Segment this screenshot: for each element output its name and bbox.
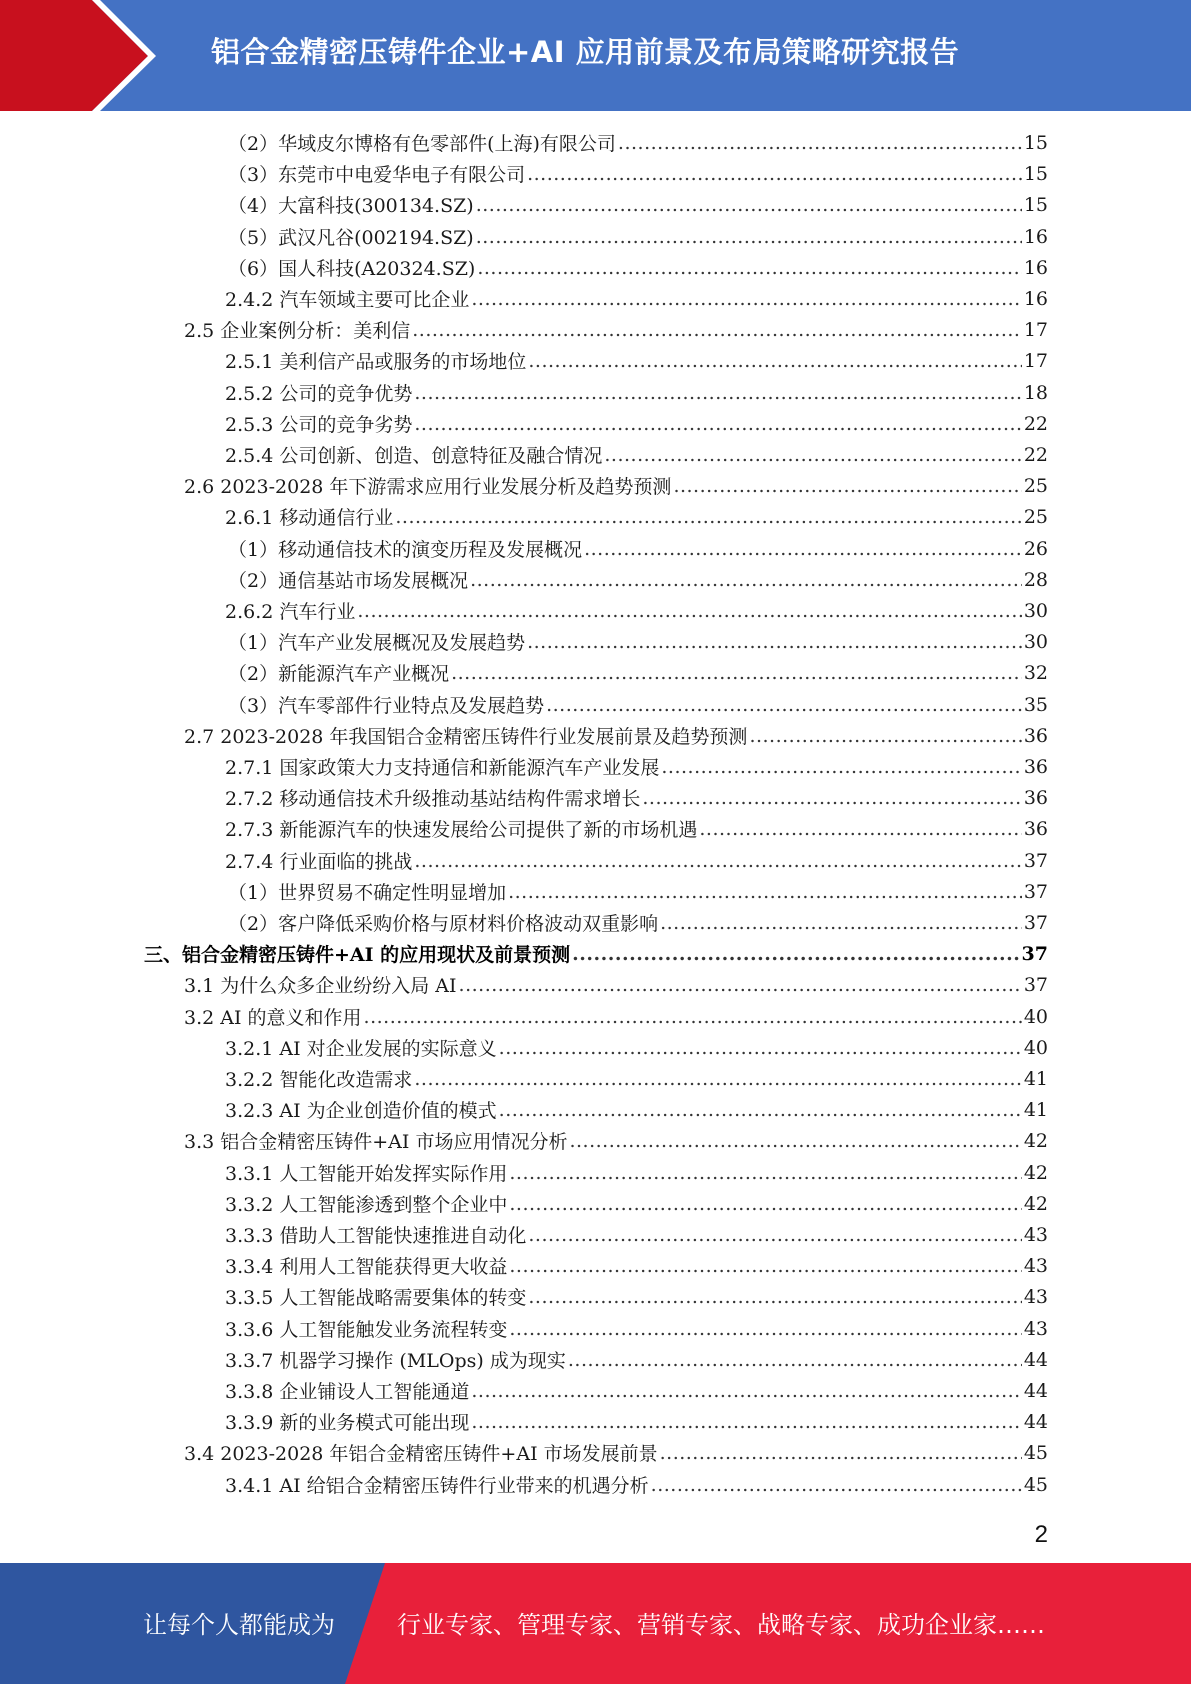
toc-entry[interactable] <box>184 1125 1048 1156</box>
toc-entry-title: （1）世界贸易不确定性明显增加 <box>228 882 507 904</box>
toc-dot-leader <box>471 288 1021 310</box>
toc-entry-title: 2.5.2 公司的竞争优势 <box>225 383 413 405</box>
toc-dot-leader <box>568 1349 1022 1371</box>
toc-entry[interactable] <box>228 221 1048 252</box>
toc-entry[interactable] <box>228 907 1048 938</box>
toc-entry-page: 36 <box>1023 817 1048 840</box>
toc-entry-title: 2.6 2023-2028 年下游需求应用行业发展分析及趋势预测 <box>184 476 672 498</box>
toc-entry[interactable] <box>225 1281 1048 1312</box>
toc-entry-title: （2）通信基站市场发展概况 <box>228 570 469 592</box>
toc-dot-leader <box>660 1442 1022 1464</box>
toc-entry-page: 43 <box>1023 1317 1048 1340</box>
toc-entry-title: 2.4.2 汽车领域主要可比企业 <box>225 289 470 311</box>
toc-entry-page: 42 <box>1023 1129 1048 1152</box>
toc-entry[interactable] <box>225 283 1048 314</box>
toc-dot-leader <box>584 538 1022 560</box>
toc-entry[interactable] <box>228 158 1048 189</box>
toc-entry-title: 3.3 铝合金精密压铸件+AI 市场应用情况分析 <box>184 1131 568 1153</box>
toc-entry[interactable] <box>184 1001 1048 1032</box>
toc-entry-title: 3.4 2023-2028 年铝合金精密压铸件+AI 市场发展前景 <box>184 1443 658 1465</box>
toc-entry[interactable] <box>225 1250 1048 1281</box>
toc-entry-page: 18 <box>1023 381 1048 404</box>
toc-entry[interactable] <box>225 1063 1048 1094</box>
toc-dot-leader <box>661 756 1021 778</box>
toc-dot-leader <box>673 475 1021 497</box>
toc-entry-title: 2.5.3 公司的竞争劣势 <box>225 414 413 436</box>
toc-entry[interactable] <box>225 1375 1048 1406</box>
toc-entry-title: 2.6.2 汽车行业 <box>225 601 356 623</box>
toc-entry-title: 3.3.4 利用人工智能获得更大收益 <box>225 1256 508 1278</box>
toc-entry-title: 3.3.5 人工智能战略需要集体的转变 <box>225 1287 527 1309</box>
toc-dot-leader <box>527 163 1022 185</box>
toc-entry-title: 2.6.1 移动通信行业 <box>225 507 394 529</box>
toc-entry[interactable] <box>225 1469 1048 1500</box>
toc-entry-page: 22 <box>1023 443 1048 466</box>
toc-dot-leader <box>412 319 1022 341</box>
toc-entry[interactable] <box>184 314 1048 345</box>
toc-dot-leader <box>546 694 1022 716</box>
toc-entry[interactable] <box>225 751 1048 782</box>
toc-entry-title: 3.2.3 AI 为企业创造价值的模式 <box>225 1100 497 1122</box>
toc-dot-leader <box>651 1474 1022 1496</box>
toc-entry-title: 3.2 AI 的意义和作用 <box>184 1007 362 1029</box>
toc-entry-title: （2）客户降低采购价格与原材料价格波动双重影响 <box>228 913 659 935</box>
toc-entry-title: 3.3.1 人工智能开始发挥实际作用 <box>225 1163 508 1185</box>
toc-dot-leader <box>509 1162 1021 1184</box>
toc-entry-page: 32 <box>1023 661 1048 684</box>
footer-slogan-right: 行业专家、管理专家、营销专家、战略专家、成功企业家…… <box>397 1611 1045 1639</box>
toc-entry-page: 40 <box>1023 1036 1048 1059</box>
toc-dot-leader <box>528 350 1021 372</box>
toc-entry[interactable] <box>225 408 1048 439</box>
toc-entry[interactable] <box>225 1406 1048 1437</box>
toc-entry-title: 3.3.3 借助人工智能快速推进自动化 <box>225 1225 527 1247</box>
toc-dot-leader <box>499 1099 1022 1121</box>
toc-entry-title: （6）国人科技(A20324.SZ) <box>228 258 476 280</box>
toc-entry[interactable] <box>228 127 1048 158</box>
toc-entry-title: 2.7.3 新能源汽车的快速发展给公司提供了新的市场机遇 <box>225 819 698 841</box>
toc-entry[interactable] <box>225 501 1048 532</box>
toc-dot-leader <box>509 1193 1021 1215</box>
toc-entry-page: 42 <box>1023 1192 1048 1215</box>
toc-dot-leader <box>569 1130 1021 1152</box>
toc-entry[interactable] <box>184 470 1048 501</box>
toc-entry-page: 37 <box>1023 911 1048 934</box>
toc-entry[interactable] <box>184 969 1048 1000</box>
toc-entry-title: （2）新能源汽车产业概况 <box>228 663 450 685</box>
toc-dot-leader <box>509 1318 1021 1340</box>
toc-dot-leader <box>642 787 1021 809</box>
toc-entry-title: 3.3.8 企业铺设人工智能通道 <box>225 1381 470 1403</box>
toc-entry-page: 44 <box>1023 1410 1048 1433</box>
toc-dot-leader <box>414 382 1021 404</box>
toc-entry-page: 40 <box>1023 1005 1048 1028</box>
toc-entry[interactable] <box>225 1344 1048 1375</box>
toc-entry-title: （3）东莞市中电爱华电子有限公司 <box>228 164 526 186</box>
toc-entry-title: 2.7.1 国家政策大力支持通信和新能源汽车产业发展 <box>225 757 660 779</box>
toc-dot-leader <box>508 881 1022 903</box>
toc-entry-title: （2）华域皮尔博格有色零部件(上海)有限公司 <box>228 133 616 155</box>
toc-entry-title: 3.2.2 智能化改造需求 <box>225 1069 413 1091</box>
toc-entry-title: 2.5.1 美利信产品或服务的市场地位 <box>225 351 527 373</box>
toc-entry[interactable] <box>225 1188 1048 1219</box>
toc-entry-page: 22 <box>1023 412 1048 435</box>
toc-entry[interactable] <box>184 720 1048 751</box>
toc-dot-leader <box>476 226 1022 248</box>
toc-entry-title: 2.7.4 行业面临的挑战 <box>225 851 413 873</box>
toc-dot-leader <box>528 1224 1021 1246</box>
toc-entry-page: 30 <box>1023 599 1048 622</box>
toc-entry-title: 2.7.2 移动通信技术升级推动基站结构件需求增长 <box>225 788 641 810</box>
toc-entry-title: （4）大富科技(300134.SZ) <box>228 195 474 217</box>
toc-entry-page: 43 <box>1023 1285 1048 1308</box>
toc-dot-leader <box>604 444 1021 466</box>
toc-entry-page: 35 <box>1023 693 1048 716</box>
toc-entry-title: 3.3.2 人工智能渗透到整个企业中 <box>225 1194 508 1216</box>
toc-entry-page: 44 <box>1023 1379 1048 1402</box>
toc-entry-title: （1）汽车产业发展概况及发展趋势 <box>228 632 526 654</box>
toc-entry-title: （5）武汉凡谷(002194.SZ) <box>228 227 474 249</box>
toc-entry-title: （3）汽车零部件行业特点及发展趋势 <box>228 695 545 717</box>
toc-entry-title: 3.4.1 AI 给铝合金精密压铸件行业带来的机遇分析 <box>225 1475 649 1497</box>
toc-entry[interactable] <box>225 439 1048 470</box>
toc-entry[interactable] <box>225 377 1048 408</box>
toc-dot-leader <box>395 506 1021 528</box>
footer-slogan-left: 让每个人都能成为 <box>143 1611 335 1639</box>
toc-dot-leader <box>699 818 1021 840</box>
toc-entry[interactable] <box>225 1313 1048 1344</box>
toc-entry[interactable] <box>225 782 1048 813</box>
toc-entry-page: 42 <box>1023 1161 1048 1184</box>
toc-dot-leader <box>364 1006 1022 1028</box>
toc-entry[interactable] <box>228 533 1048 564</box>
toc-entry[interactable] <box>228 626 1048 657</box>
toc-entry-title: 3.2.1 AI 对企业发展的实际意义 <box>225 1038 497 1060</box>
toc-entry-page: 44 <box>1023 1348 1048 1371</box>
toc-entry[interactable] <box>225 1032 1048 1063</box>
toc-entry-page: 16 <box>1023 225 1048 248</box>
toc-entry-page: 15 <box>1023 131 1048 154</box>
toc-dot-leader <box>618 132 1022 154</box>
toc-entry-page: 25 <box>1023 474 1048 497</box>
toc-dot-leader <box>749 725 1021 747</box>
toc-dot-leader <box>499 1037 1022 1059</box>
toc-dot-leader <box>451 662 1022 684</box>
toc-entry[interactable] <box>228 252 1048 283</box>
toc-dot-leader <box>470 569 1022 591</box>
toc-entry-title: 3.3.9 新的业务模式可能出现 <box>225 1412 470 1434</box>
page-number: 2 <box>1034 1521 1048 1548</box>
toc-dot-leader <box>509 1255 1021 1277</box>
toc-entry-page: 17 <box>1023 318 1048 341</box>
toc-entry-page: 15 <box>1023 162 1048 185</box>
toc-entry-page: 37 <box>1021 942 1048 965</box>
toc-entry[interactable] <box>228 876 1048 907</box>
toc-entry-page: 41 <box>1023 1067 1048 1090</box>
toc-dot-leader <box>527 631 1022 653</box>
toc-dot-leader <box>477 257 1021 279</box>
toc-entry[interactable] <box>228 657 1048 688</box>
toc-entry-title: 三、铝合金精密压铸件+AI 的应用现状及前景预测 <box>144 944 571 966</box>
toc-entry[interactable] <box>228 564 1048 595</box>
toc-dot-leader <box>414 413 1021 435</box>
toc-dot-leader <box>459 974 1022 996</box>
toc-entry-title: 3.3.6 人工智能触发业务流程转变 <box>225 1319 508 1341</box>
toc-entry-page: 15 <box>1023 193 1048 216</box>
toc-entry-page: 26 <box>1023 537 1048 560</box>
toc-entry-page: 37 <box>1023 880 1048 903</box>
toc-entry[interactable] <box>225 1219 1048 1250</box>
report-title: 铝合金精密压铸件企业+AI 应用前景及布局策略研究报告 <box>211 35 960 69</box>
toc-entry-title: （1）移动通信技术的演变历程及发展概况 <box>228 539 583 561</box>
toc-entry[interactable] <box>225 813 1048 844</box>
toc-entry[interactable] <box>225 595 1048 626</box>
toc-dot-leader <box>414 850 1021 872</box>
toc-dot-leader <box>476 194 1022 216</box>
toc-entry-page: 17 <box>1023 349 1048 372</box>
toc-dot-leader <box>660 912 1022 934</box>
toc-entry[interactable] <box>225 1094 1048 1125</box>
toc-entry[interactable] <box>184 1437 1048 1468</box>
page-header <box>0 0 1191 111</box>
toc-entry-page: 37 <box>1023 849 1048 872</box>
toc-entry-page: 37 <box>1023 973 1048 996</box>
toc-entry-page: 36 <box>1023 724 1048 747</box>
toc-entry[interactable] <box>228 189 1048 220</box>
toc-entry-page: 16 <box>1023 287 1048 310</box>
toc-entry-page: 30 <box>1023 630 1048 653</box>
toc-entry[interactable] <box>144 938 1048 969</box>
toc-dot-leader <box>471 1411 1021 1433</box>
toc-entry-page: 45 <box>1023 1441 1048 1464</box>
toc-entry[interactable] <box>225 845 1048 876</box>
toc-entry-page: 36 <box>1023 786 1048 809</box>
toc-entry-page: 43 <box>1023 1254 1048 1277</box>
toc-dot-leader <box>572 943 1019 965</box>
toc-entry-title: 3.3.7 机器学习操作 (MLOps) 成为现实 <box>225 1350 566 1372</box>
toc-entry-title: 3.1 为什么众多企业纷纷入局 AI <box>184 975 457 997</box>
toc-entry[interactable] <box>225 345 1048 376</box>
toc-entry-page: 45 <box>1023 1473 1048 1496</box>
toc-entry-page: 25 <box>1023 505 1048 528</box>
toc-dot-leader <box>471 1380 1021 1402</box>
page-footer <box>0 1563 1191 1684</box>
toc-entry-page: 41 <box>1023 1098 1048 1121</box>
toc-entry-page: 16 <box>1023 256 1048 279</box>
toc-entry[interactable] <box>228 689 1048 720</box>
toc-entry-page: 43 <box>1023 1223 1048 1246</box>
toc-entry-page: 36 <box>1023 755 1048 778</box>
toc-dot-leader <box>414 1068 1021 1090</box>
toc-entry-title: 2.5.4 公司创新、创造、创意特征及融合情况 <box>225 445 603 467</box>
toc-entry-page: 28 <box>1023 568 1048 591</box>
toc-entry[interactable] <box>225 1157 1048 1188</box>
toc-entry-title: 2.5 企业案例分析：美利信 <box>184 320 411 342</box>
toc-dot-leader <box>357 600 1021 622</box>
toc-entry-title: 2.7 2023-2028 年我国铝合金精密压铸件行业发展前景及趋势预测 <box>184 726 748 748</box>
toc-dot-leader <box>528 1286 1021 1308</box>
